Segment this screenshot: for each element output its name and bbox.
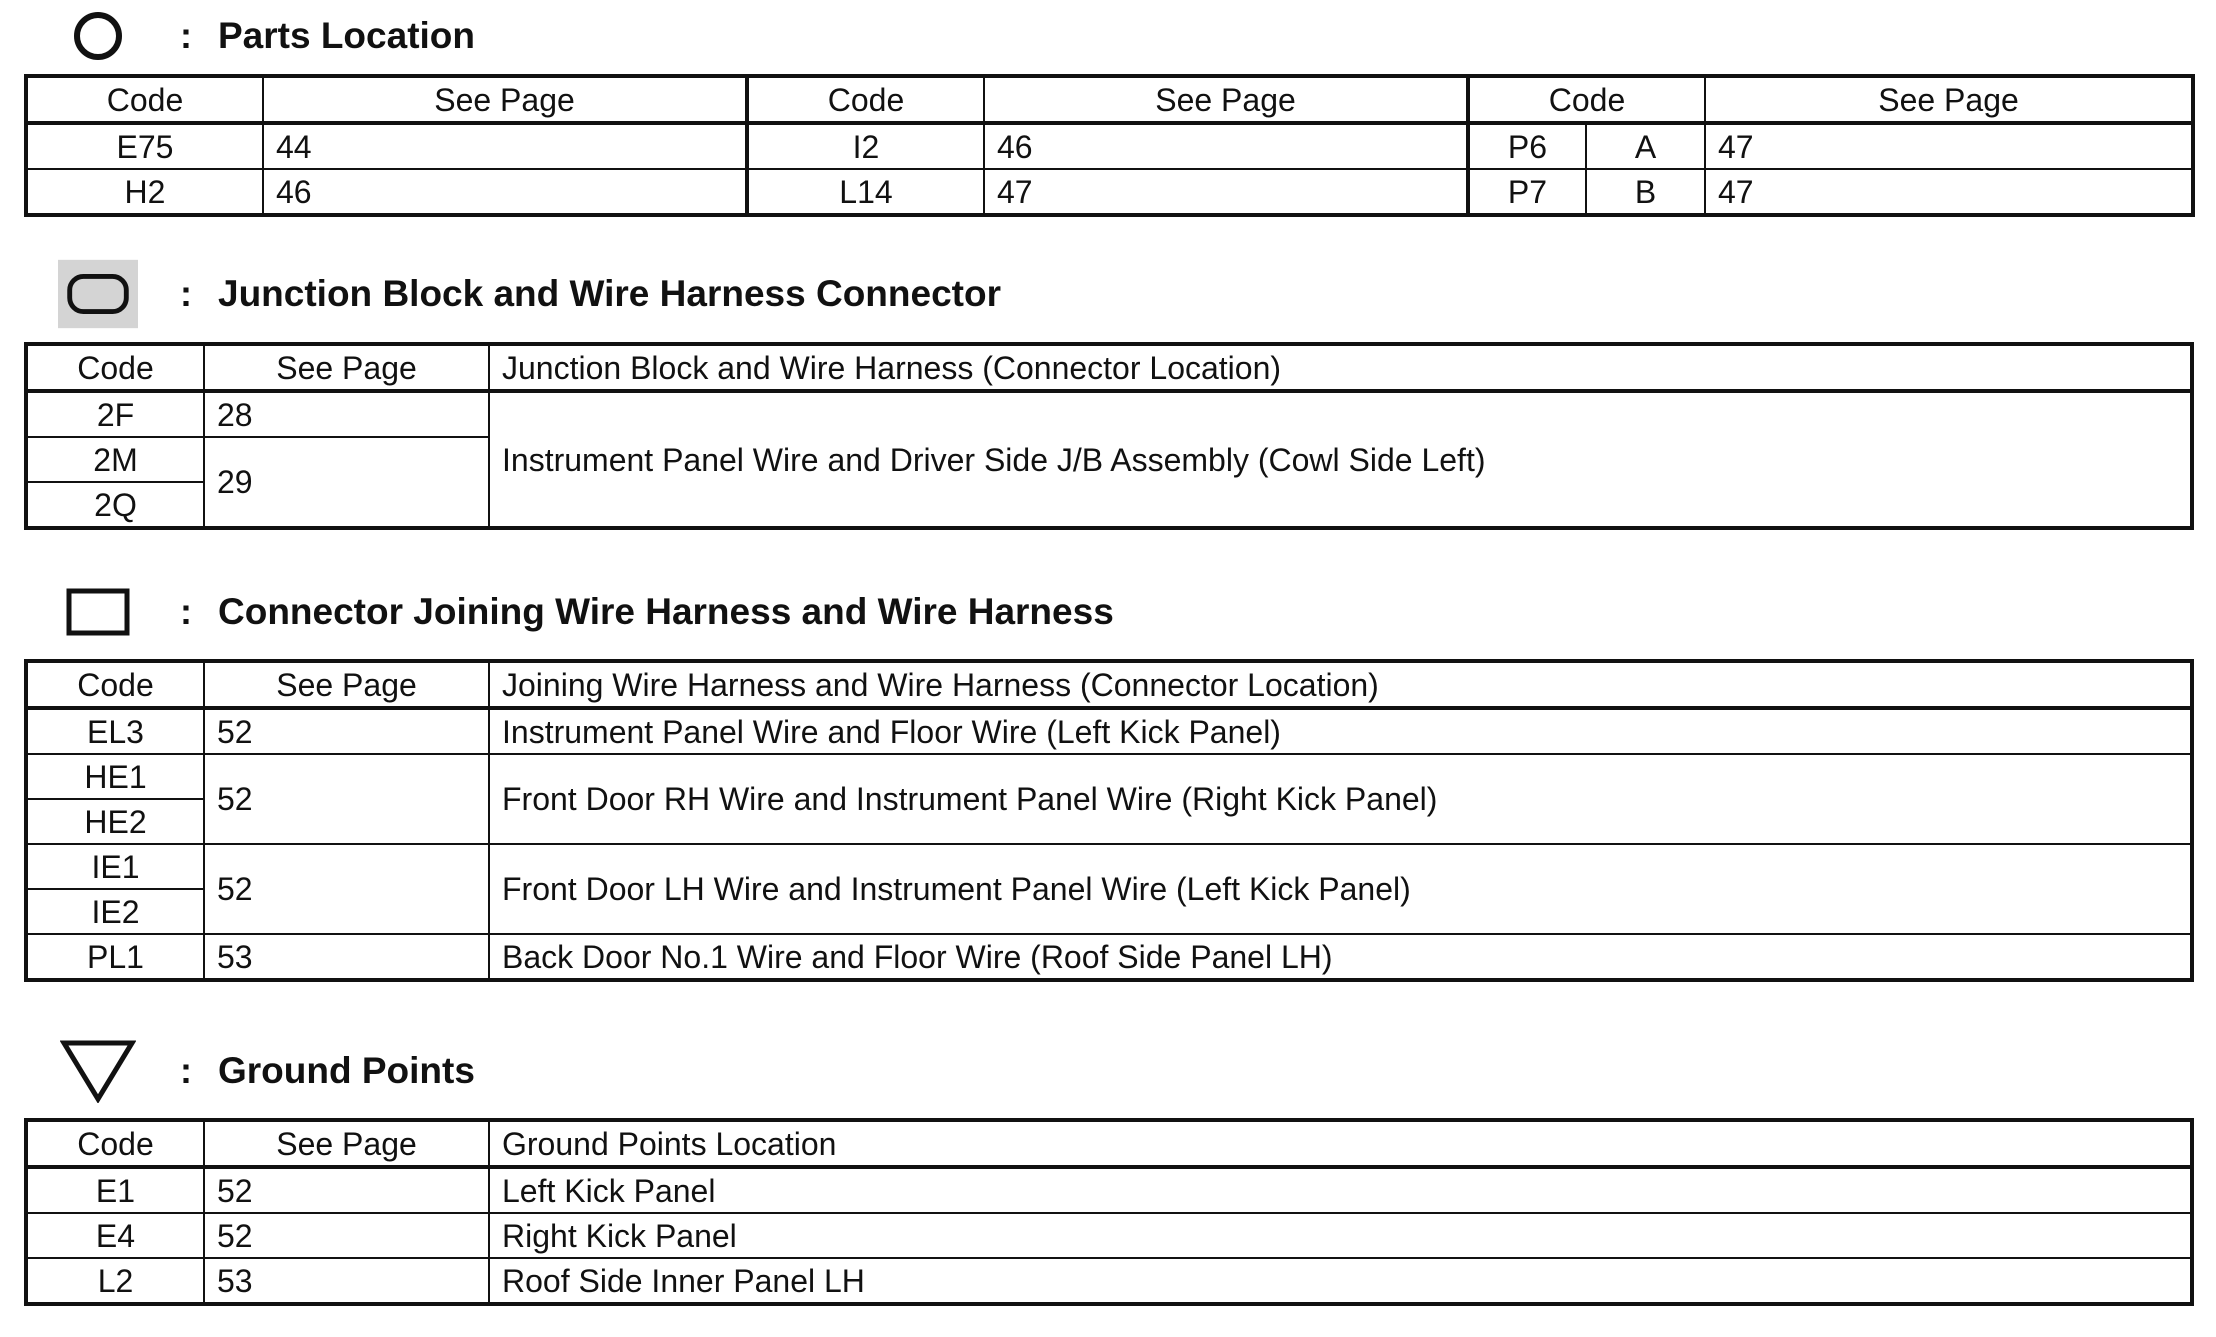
page-cell: 29 (204, 437, 489, 528)
code-cell: PL1 (26, 934, 204, 980)
page-cell: 52 (204, 844, 489, 934)
rectangle-icon (58, 582, 138, 642)
page-cell: 52 (204, 1213, 489, 1258)
code-cell: HE2 (26, 799, 204, 844)
column-header-see-page: See Page (204, 1120, 489, 1167)
column-header-see-page: See Page (204, 344, 489, 391)
code-cell: E75 (26, 123, 263, 169)
location-cell: Back Door No.1 Wire and Floor Wire (Roof Side Panel LH) (489, 934, 2192, 980)
table-row (26, 1258, 2192, 1304)
table-row (26, 934, 2192, 980)
section-title: Connector Joining Wire Harness and Wire Harness (218, 591, 1114, 632)
rounded-rectangle-shaded-icon (58, 264, 138, 324)
code-cell: EL3 (26, 708, 204, 754)
column-header-code: Code (747, 76, 984, 123)
code-cell: 2M (26, 437, 204, 482)
heading-colon: : (180, 1050, 192, 1091)
code-cell: 2Q (26, 482, 204, 528)
location-cell: Instrument Panel Wire and Driver Side J/B Assembly (Cowl Side Left) (489, 391, 2192, 528)
heading-colon: : (180, 273, 192, 314)
section-title: Ground Points (218, 1050, 475, 1091)
column-header-code: Code (26, 661, 204, 708)
code-cell: P7 (1468, 169, 1586, 215)
column-header-code: Code (26, 76, 263, 123)
sub-code-cell: A (1586, 123, 1705, 169)
table-row (26, 1167, 2192, 1213)
code-cell: H2 (26, 169, 263, 215)
ground-points-table (24, 1118, 2194, 1306)
table-row (26, 169, 2193, 215)
column-header-see-page: See Page (984, 76, 1468, 123)
page-cell: 52 (204, 1167, 489, 1213)
code-cell: IE1 (26, 844, 204, 889)
code-cell: E1 (26, 1167, 204, 1213)
code-cell: HE1 (26, 754, 204, 799)
junction-block-heading (58, 264, 1001, 324)
table-row (26, 708, 2192, 754)
column-header-see-page: See Page (204, 661, 489, 708)
table-header-row (26, 344, 2192, 391)
heading-colon: : (180, 15, 192, 56)
table-row (26, 123, 2193, 169)
joining-connectors-table (24, 659, 2194, 982)
page-cell: 46 (263, 169, 747, 215)
column-header-location: Joining Wire Harness and Wire Harness (Connector Location) (489, 661, 2192, 708)
junction-block-table (24, 342, 2194, 530)
page-cell: 53 (204, 1258, 489, 1304)
table-header-row (26, 1120, 2192, 1167)
code-cell: I2 (747, 123, 984, 169)
page-cell: 44 (263, 123, 747, 169)
page-cell: 52 (204, 754, 489, 844)
column-header-code: Code (26, 1120, 204, 1167)
page-cell: 28 (204, 391, 489, 437)
joining-connectors-heading (58, 582, 1114, 642)
column-header-code: Code (1468, 76, 1705, 123)
circle-icon (58, 6, 138, 66)
section-title: Parts Location (218, 15, 475, 56)
code-cell: L2 (26, 1258, 204, 1304)
column-header-see-page: See Page (1705, 76, 2193, 123)
location-cell: Roof Side Inner Panel LH (489, 1258, 2192, 1304)
code-cell: P6 (1468, 123, 1586, 169)
location-cell: Front Door RH Wire and Instrument Panel Wire (Right Kick Panel) (489, 754, 2192, 844)
column-header-location: Ground Points Location (489, 1120, 2192, 1167)
table-header-row (26, 661, 2192, 708)
column-header-see-page: See Page (263, 76, 747, 123)
sub-code-cell: B (1586, 169, 1705, 215)
page-cell: 46 (984, 123, 1468, 169)
heading-colon: : (180, 591, 192, 632)
code-cell: 2F (26, 391, 204, 437)
column-header-location: Junction Block and Wire Harness (Connector Location) (489, 344, 2192, 391)
page-cell: 53 (204, 934, 489, 980)
parts-location-table (24, 74, 2195, 217)
table-header-row (26, 76, 2193, 123)
code-cell: IE2 (26, 889, 204, 934)
page-cell: 47 (1705, 169, 2193, 215)
parts-location-heading (58, 6, 475, 66)
table-row (26, 754, 2192, 799)
location-cell: Left Kick Panel (489, 1167, 2192, 1213)
column-header-code: Code (26, 344, 204, 391)
page-cell: 52 (204, 708, 489, 754)
code-cell: E4 (26, 1213, 204, 1258)
section-title: Junction Block and Wire Harness Connector (218, 273, 1001, 314)
page-cell: 47 (984, 169, 1468, 215)
code-cell: L14 (747, 169, 984, 215)
page-cell: 47 (1705, 123, 2193, 169)
ground-points-heading (58, 1041, 475, 1101)
location-cell: Right Kick Panel (489, 1213, 2192, 1258)
location-cell: Instrument Panel Wire and Floor Wire (Left Kick Panel) (489, 708, 2192, 754)
table-row (26, 1213, 2192, 1258)
downward-triangle-icon (58, 1041, 138, 1101)
table-row (26, 844, 2192, 889)
table-row (26, 391, 2192, 437)
location-cell: Front Door LH Wire and Instrument Panel Wire (Left Kick Panel) (489, 844, 2192, 934)
